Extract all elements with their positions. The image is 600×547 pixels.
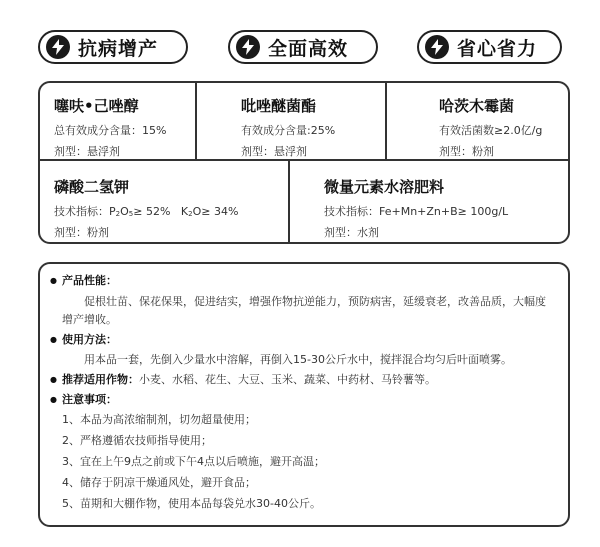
product-content: 有效活菌数≥2.0亿/g xyxy=(439,124,543,137)
product-form: 剂型：粉剂 xyxy=(439,145,494,158)
product-name: 微量元素水溶肥料 xyxy=(324,178,445,196)
badge-label: 省心省力 xyxy=(457,37,538,60)
product-cell-trichoderma xyxy=(439,95,542,159)
performance-text-line: 促根壮苗、保花保果，促进结实，增强作物抗逆能力，预防病害，延缓衰老，改善品质，大幅度 xyxy=(84,295,546,308)
note-item: 5、苗期和大棚作物，使用本品每袋兑水30-40公斤。 xyxy=(62,497,321,510)
product-form: 剂型：悬浮剂 xyxy=(241,145,307,158)
column-divider xyxy=(195,83,197,159)
product-content: 有效成分含量:25% xyxy=(241,124,336,137)
row-divider xyxy=(40,159,568,161)
product-cell-thifluzamide-hexaconazole xyxy=(54,95,166,159)
bullet-icon: ● xyxy=(50,276,57,285)
column-divider xyxy=(288,159,290,242)
note-item: 2、严格遵循农技师指导使用； xyxy=(62,434,212,447)
recommended-crops: ● 推荐适用作物：小麦、水稻、花生、大豆、玉米、蔬菜、中药材、马铃薯等。 xyxy=(50,373,436,386)
lightning-bolt-icon xyxy=(425,35,449,59)
product-cell-trace-elements xyxy=(324,176,508,240)
product-spec: 技术指标：$P_2O_5\ge 52\%$ $K_2O\ge 34\%$ xyxy=(54,205,239,218)
usage-heading: ● 使用方法： xyxy=(50,333,117,346)
column-divider xyxy=(385,83,387,159)
bullet-icon: ● xyxy=(50,395,57,404)
product-spec: 技术指标：Fe+Mn+Zn+B≥ 100g/L xyxy=(324,205,509,218)
lightning-bolt-icon xyxy=(236,35,260,59)
badge-label: 抗病增产 xyxy=(78,37,159,60)
product-content: 总有效成分含量：15% xyxy=(54,124,167,137)
note-item: 1、本品为高浓缩制剂，切勿超量使用； xyxy=(62,413,256,426)
product-spec-table xyxy=(38,81,570,244)
feature-badge-disease-resistance xyxy=(38,30,188,64)
product-name: 磷酸二氢钾 xyxy=(54,178,130,196)
bullet-icon: ● xyxy=(50,335,57,344)
product-cell-pyraclostrobin xyxy=(241,95,335,159)
product-info-panel xyxy=(38,262,570,527)
note-item: 4、储存于阴凉干燥通风处，避开食品； xyxy=(62,476,256,489)
performance-text-line: 增产增收。 xyxy=(62,313,117,326)
note-item: 3、宜在上午9点之前或下午4点以后喷施，避开高温； xyxy=(62,455,325,468)
lightning-bolt-icon xyxy=(46,35,70,59)
bullet-icon: ● xyxy=(50,375,57,384)
feature-badge-comprehensive xyxy=(228,30,378,64)
notes-heading: ● 注意事项： xyxy=(50,393,117,406)
badge-label: 全面高效 xyxy=(268,37,349,60)
feature-badge-effortless xyxy=(417,30,562,64)
product-name: 哈茨木霉菌 xyxy=(439,97,515,115)
product-cell-kh2po4 xyxy=(54,176,238,240)
product-form: 剂型：悬浮剂 xyxy=(54,145,120,158)
product-form: 剂型：粉剂 xyxy=(54,226,109,239)
product-name: 吡唑醚菌酯 xyxy=(241,97,317,115)
usage-text: 用本品一套，先倒入少量水中溶解，再倒入15-30公斤水中，搅拌混合均匀后叶面喷雾。 xyxy=(84,353,512,366)
product-name: 噻呋•己唑醇 xyxy=(54,97,139,115)
product-form: 剂型：水剂 xyxy=(324,226,379,239)
performance-heading: ● 产品性能： xyxy=(50,274,117,287)
